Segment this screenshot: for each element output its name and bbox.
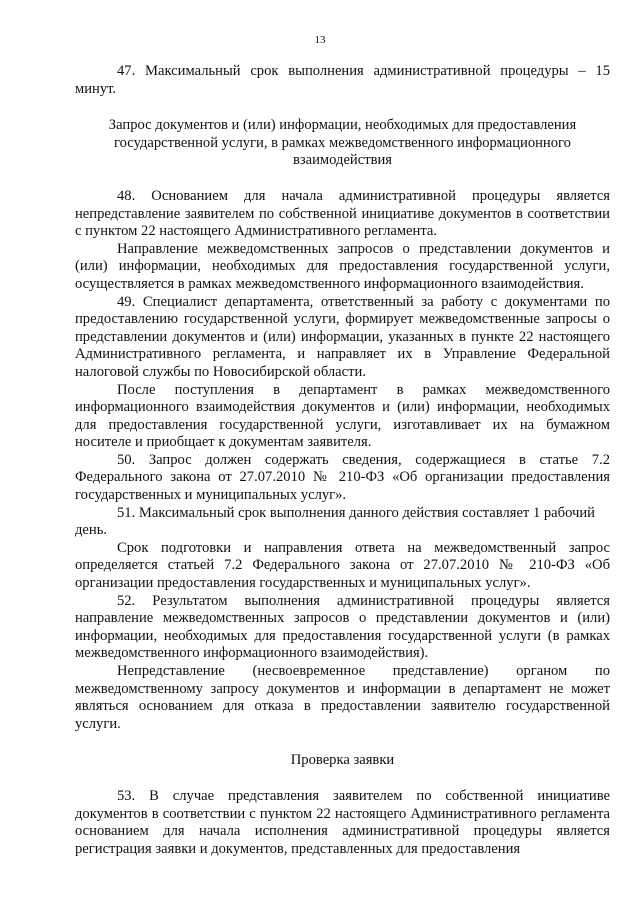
paragraph-50: 50. Запрос должен содержать сведения, содержащиеся в статье 7.2 Федерального закона от 27.07.2010 № 210-ФЗ «Об организации предоставления государственных и муниципальных услуг». [75, 451, 610, 504]
paragraph-51-continued: Срок подготовки и направления ответа на межведомственный запрос определяется статьей 7.2 Федерального закона от 27.07.2010 № 210-ФЗ «Об организации предоставления государственных и муниципальных услуг». [75, 539, 610, 592]
paragraph-48-continued: Направление межведомственных запросов о представлении документов и (или) информации, необходимых для предоставления государственной услуги, осуществляется в рамках межведомственного информационного взаимодействия. [75, 240, 610, 292]
paragraph-52-continued: Непредставление (несвоевременное представление) органом по межведомственному запросу документов и информации в департамент не может являться основанием для отказа в предоставлении заявителю государственной услуги. [75, 663, 610, 732]
paragraph-52: 52. Результатом выполнения административной процедуры является направление межведомственных запросов о представлении документов и (или) информации, необходимых для предоставления государственной услуги (в рамках межведомственного информационного взаимодействия). [75, 592, 610, 662]
section-heading-interagency-request: Запрос документов и (или) информации, необходимых для предоставления государственной услуги, в рамках межведомственного информационного взаимодействия [108, 117, 577, 169]
paragraph-49-continued: После поступления в департамент в рамках межведомственного информационного взаимодействия документов и (или) информации, необходимых для предоставления государственной услуги, изготавливает их на бумажном носителе и приобщает к документам заявителя. [75, 381, 610, 451]
section-heading-application-check: Проверка заявки [290, 752, 395, 769]
document-body [75, 63, 610, 858]
paragraph-48: 48. Основанием для начала административной процедуры является непредставление заявителем по собственной инициативе документов в соответствии с пунктом 22 настоящего Административного регламента. [75, 187, 610, 240]
paragraph-47: 47. Максимальный срок выполнения административной процедуры – 15 минут. [75, 63, 610, 97]
paragraph-49: 49. Специалист департамента, ответственный за работу с документами по предоставлению государственной услуги, формирует межведомственные запросы о представлении документов и (или) информации, указанных в пункте 22 настоящего Административного регламента, и направляет их в Управление Федеральной налоговой службы по Новосибирской области. [75, 293, 610, 380]
paragraph-51: 51. Максимальный срок выполнения данного действия составляет 1 рабочий день. [75, 504, 595, 539]
paragraph-53: 53. В случае представления заявителем по собственной инициативе документов в соответствии с пунктом 22 настоящего Административного регламента основанием для начала исполнения административной процедуры является регистрация заявки и документов, представленных для предоставления [75, 787, 610, 857]
page-number: 13 [314, 34, 326, 46]
